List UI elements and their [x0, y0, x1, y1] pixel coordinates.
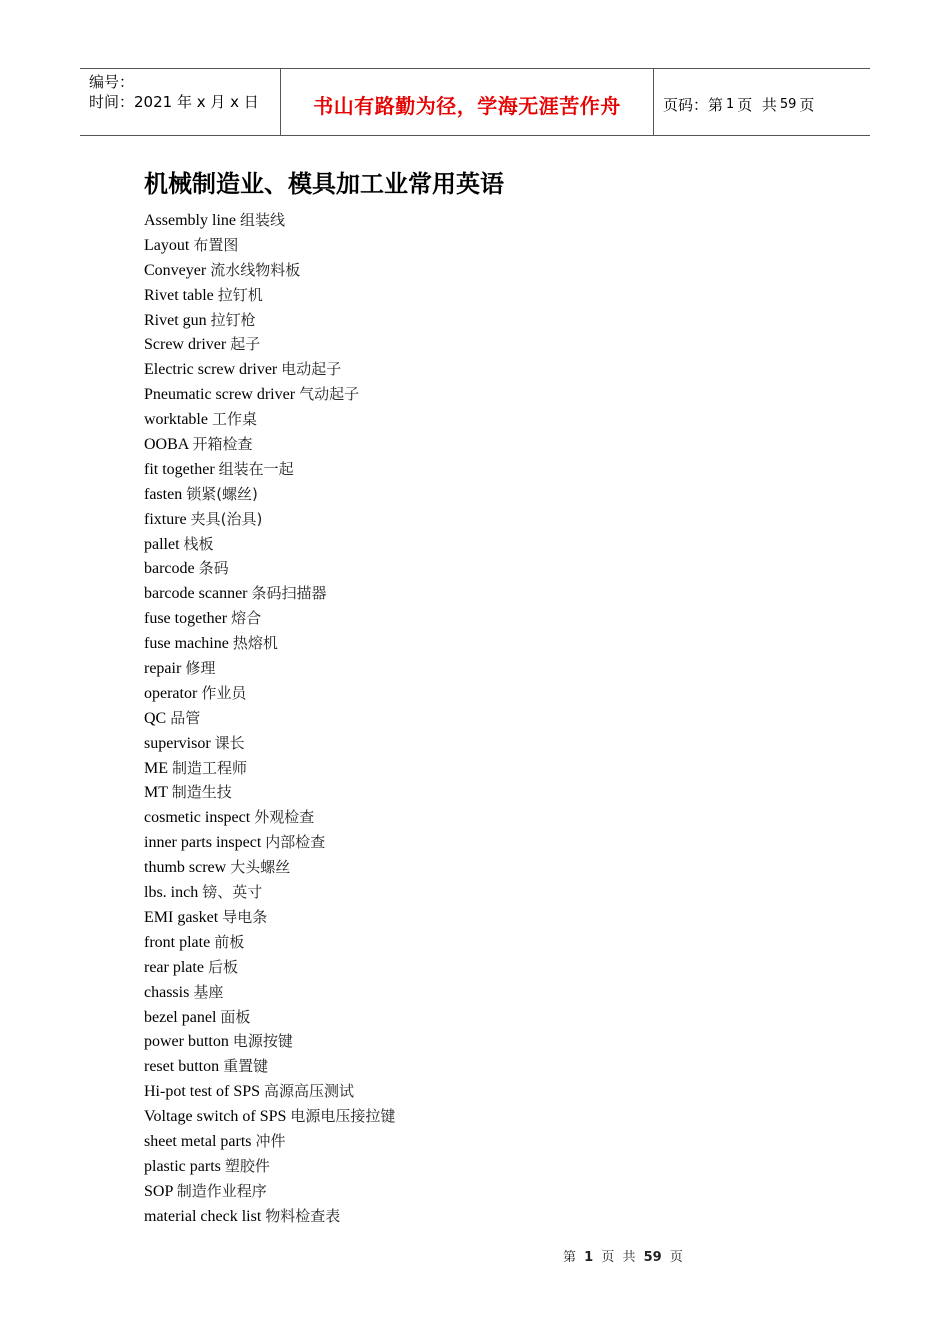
vocab-term-chinese: 栈板	[183, 534, 214, 553]
vocab-term-chinese: 基座	[193, 982, 224, 1001]
vocab-item	[144, 332, 395, 357]
vocab-term-english: front plate	[144, 933, 211, 951]
vocab-term-chinese: 熔合	[231, 609, 262, 628]
vocabulary-list	[144, 208, 395, 1229]
vocab-term-english: Layout	[144, 236, 190, 254]
vocab-item	[144, 606, 395, 631]
vocab-term-chinese: 镑、英寸	[202, 883, 263, 902]
vocab-term-chinese: 外观检查	[254, 808, 315, 827]
vocab-term-english: power button	[144, 1033, 229, 1051]
vocab-item	[144, 258, 395, 283]
footer-page-number: 1	[584, 1250, 594, 1265]
vocab-term-english: lbs. inch	[144, 884, 199, 902]
header-motto: 书山有路勤为径，学海无涯苦作舟	[313, 93, 621, 118]
vocab-term-chinese: 条码	[198, 559, 229, 578]
vocab-item	[144, 1179, 395, 1204]
vocab-term-chinese: 导电条	[222, 907, 268, 926]
vocab-term-english: thumb screw	[144, 859, 227, 877]
vocab-term-chinese: 电源电压接拉键	[290, 1107, 396, 1126]
vocab-item	[144, 1054, 395, 1079]
vocab-item	[144, 1104, 395, 1129]
vocab-term-chinese: 开箱检查	[192, 435, 253, 454]
vocab-term-english: worktable	[144, 411, 208, 429]
vocab-term-chinese: 课长	[214, 733, 245, 752]
vocab-term-english: fuse machine	[144, 635, 229, 653]
vocab-term-chinese: 锁紧(螺丝)	[186, 484, 258, 503]
vocab-term-english: fuse together	[144, 610, 228, 628]
vocab-item	[144, 980, 395, 1005]
footer-prefix: 第	[563, 1250, 577, 1265]
vocab-term-english: fit together	[144, 460, 215, 478]
vocab-term-english: MT	[144, 784, 168, 802]
footer-mid: 页 共	[601, 1250, 636, 1265]
vocab-item	[144, 855, 395, 880]
vocab-item	[144, 507, 395, 532]
vocab-term-english: repair	[144, 660, 182, 678]
vocab-item	[144, 1079, 395, 1104]
vocab-item	[144, 556, 395, 581]
vocab-term-english: Voltage switch of SPS	[144, 1108, 287, 1126]
vocab-item	[144, 830, 395, 855]
vocab-term-english: QC	[144, 709, 167, 727]
vocab-term-chinese: 电动起子	[281, 360, 342, 379]
vocab-term-english: sheet metal parts	[144, 1132, 252, 1150]
vocab-term-chinese: 起子	[230, 335, 261, 354]
vocab-term-chinese: 气动起子	[299, 385, 360, 404]
vocab-term-english: Hi-pot test of SPS	[144, 1083, 261, 1101]
page-footer	[563, 1246, 683, 1265]
header-meta-cell	[80, 69, 281, 135]
vocab-term-chinese: 条码扫描器	[251, 584, 327, 603]
vocab-item	[144, 1029, 395, 1054]
vocab-item	[144, 1204, 395, 1229]
header-page-mid: 页 共	[737, 95, 777, 114]
vocab-term-chinese: 组装线	[240, 211, 286, 229]
vocab-item	[144, 407, 395, 432]
vocab-term-chinese: 面板	[220, 1007, 251, 1026]
vocab-term-english: fasten	[144, 485, 183, 503]
vocab-term-english: material check list	[144, 1207, 262, 1225]
vocab-term-chinese: 夹具(治具)	[190, 509, 263, 528]
vocab-term-english: Electric screw driver	[144, 361, 278, 379]
vocab-term-chinese: 冲件	[255, 1131, 286, 1150]
vocab-item	[144, 208, 395, 233]
vocab-item	[144, 930, 395, 955]
vocab-term-chinese: 拉钉机	[217, 285, 263, 304]
vocab-term-chinese: 修理	[185, 659, 216, 678]
vocab-item	[144, 805, 395, 830]
vocab-term-english: reset button	[144, 1058, 220, 1076]
header-page-end: 页	[799, 95, 815, 114]
vocab-item	[144, 1005, 395, 1030]
footer-suffix: 页	[669, 1250, 683, 1265]
vocab-item	[144, 432, 395, 457]
vocab-item	[144, 955, 395, 980]
header-page-total: 59	[779, 96, 797, 112]
vocab-term-english: inner parts inspect	[144, 834, 262, 852]
vocab-item	[144, 731, 395, 756]
vocab-term-chinese: 品管	[170, 708, 201, 727]
vocab-term-chinese: 流水线物料板	[210, 260, 301, 279]
vocab-item	[144, 656, 395, 681]
header-motto-cell	[281, 69, 654, 135]
vocab-term-chinese: 热熔机	[232, 634, 278, 653]
vocab-item	[144, 1129, 395, 1154]
vocab-term-english: rear plate	[144, 958, 204, 976]
vocab-term-chinese: 拉钉枪	[210, 310, 256, 329]
document-title: 机械制造业、模具加工业常用英语	[144, 170, 504, 198]
vocab-item	[144, 457, 395, 482]
footer-page-total: 59	[643, 1250, 662, 1265]
vocab-term-english: Assembly line	[144, 212, 236, 229]
vocab-term-chinese: 重置键	[223, 1057, 269, 1076]
header-page-number: 1	[726, 96, 735, 112]
vocab-term-chinese: 制造作业程序	[176, 1181, 267, 1200]
vocab-item	[144, 631, 395, 656]
vocab-item	[144, 532, 395, 557]
vocab-item	[144, 308, 395, 333]
vocab-item	[144, 283, 395, 308]
vocab-term-chinese: 组装在一起	[218, 459, 294, 478]
document-date: 时间：2021 年 x 月 x 日	[89, 93, 259, 111]
vocab-term-chinese: 制造生技	[171, 783, 232, 802]
vocab-term-english: OOBA	[144, 436, 189, 454]
vocab-term-english: plastic parts	[144, 1157, 221, 1175]
vocab-term-english: pallet	[144, 535, 180, 553]
vocab-item	[144, 880, 395, 905]
vocab-term-english: bezel panel	[144, 1008, 217, 1026]
vocab-term-english: supervisor	[144, 734, 211, 752]
document-number-label: 编号：	[89, 73, 135, 91]
vocab-term-english: EMI gasket	[144, 908, 219, 926]
vocab-term-chinese: 内部检查	[265, 833, 326, 852]
vocab-term-chinese: 塑胶件	[224, 1156, 270, 1175]
vocab-item	[144, 905, 395, 930]
vocab-term-english: operator	[144, 684, 198, 702]
vocab-term-chinese: 大头螺丝	[230, 858, 291, 877]
vocab-term-english: Screw driver	[144, 336, 227, 354]
vocab-term-chinese: 物料检查表	[265, 1206, 341, 1225]
vocab-term-chinese: 布置图	[193, 235, 239, 254]
vocab-term-chinese: 工作桌	[211, 410, 257, 429]
vocab-item	[144, 581, 395, 606]
vocab-term-english: SOP	[144, 1182, 173, 1200]
vocab-item	[144, 382, 395, 407]
vocab-item	[144, 357, 395, 382]
vocab-item	[144, 233, 395, 258]
vocab-item	[144, 706, 395, 731]
vocab-term-english: Rivet gun	[144, 311, 207, 329]
vocab-term-english: Rivet table	[144, 286, 214, 304]
vocab-item	[144, 1154, 395, 1179]
vocab-term-english: fixture	[144, 510, 187, 528]
vocab-term-english: Pneumatic screw driver	[144, 386, 296, 404]
header-page-label: 页码：第	[663, 95, 724, 114]
vocab-term-english: cosmetic inspect	[144, 809, 251, 827]
vocab-term-english: barcode scanner	[144, 585, 248, 603]
vocab-item	[144, 756, 395, 781]
vocab-term-chinese: 后板	[207, 957, 238, 976]
vocab-term-english: Conveyer	[144, 261, 207, 279]
vocab-term-chinese: 电源按键	[232, 1032, 293, 1051]
vocab-term-english: ME	[144, 759, 168, 777]
vocab-term-chinese: 前板	[214, 932, 245, 951]
page-header	[80, 68, 870, 136]
vocab-term-chinese: 制造工程师	[172, 758, 248, 777]
vocab-term-english: chassis	[144, 983, 190, 1001]
vocab-term-chinese: 高源高压测试	[264, 1082, 355, 1101]
vocab-term-english: barcode	[144, 560, 195, 578]
vocab-term-chinese: 作业员	[201, 683, 247, 702]
vocab-item	[144, 681, 395, 706]
vocab-item	[144, 482, 395, 507]
vocab-item	[144, 780, 395, 805]
header-page-cell	[654, 69, 870, 135]
